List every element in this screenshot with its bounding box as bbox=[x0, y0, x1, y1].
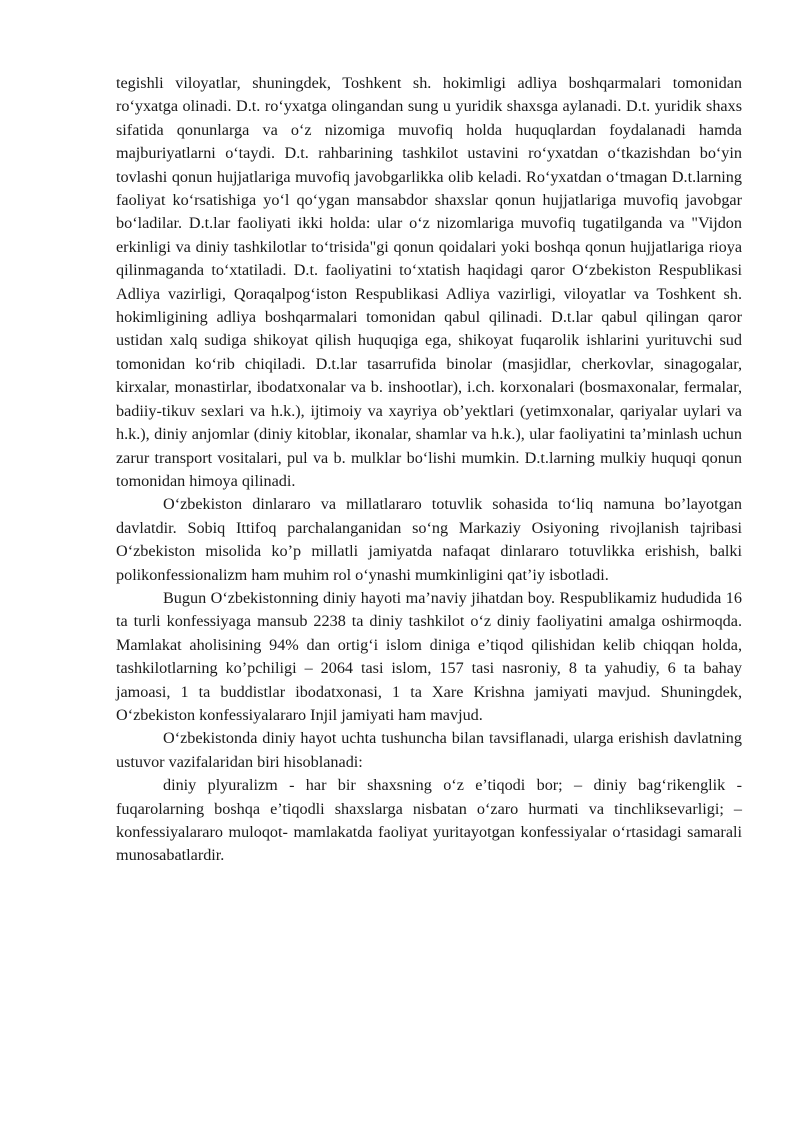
paragraph-interfaith-harmony: O‘zbekiston dinlararo va millatlararo totuvlik sohasida to‘liq namuna bo’layotgan davlatdir. Sobiq Ittifoq parchalanganidan so‘ng Markaziy Osiyoning rivojlanish tajribasi O‘zbekiston misolida ko’p millatli jamiyatda nafaqat dinlararo totuvlikka erishish, balki polikonfessionalizm ham muhim rol o‘ynashi mumkinligini qat’iy isbotladi. bbox=[116, 495, 742, 584]
paragraph-religious-life: Bugun O‘zbekistonning diniy hayoti ma’naviy jihatdan boy. Respublikamiz hududida 16 ta turli konfessiyaga mansub 2238 ta diniy tashkilot o‘z diniy faoliyatini amalga oshirmoqda. Mamlakat aholisining 94% dan ortig‘i islom diniga e’tiqod qilishidan kelib chiqqan holda, tashkilotlarning ko’pchiligi – 2064 tasi islom, 157 tasi nasroniy, 8 ta yahudiy, 6 ta bahay jamoasi, 1 ta buddistlar ibodatxonasi, 1 ta Xare Krishna jamiyati mavjud. Shuningdek, O‘zbekiston konfessiyalararo Injil jamiyati ham mavjud. bbox=[116, 588, 742, 724]
paragraph-definitions: diniy plyuralizm - har bir shaxsning o‘z e’tiqodi bor; – diniy bag‘rikenglik - fuqarolarning boshqa e’tiqodli shaxslarga nisbatan o‘zaro hurmati va tinchliksevarligi; – konfessiyalararo muloqot- mamlakatda faoliyat yuritayotgan konfessiyalar o‘rtasidagi samarali munosabatlardir. bbox=[116, 776, 742, 865]
paragraph-three-concepts: O‘zbekistonda diniy hayot uchta tushuncha bilan tavsiflanadi, ularga erishish davlatning ustuvor vazifalaridan biri hisoblanadi: bbox=[116, 729, 742, 771]
paragraph-registration: tegishli viloyatlar, shuningdek, Toshkent sh. hokimligi adliya boshqarmalari tomonidan ro‘yxatga olinadi. D.t. ro‘yxatga olingandan sung u yuridik shaxsga aylanadi. D.t. yuridik shaxs sifatida qonunlarga va o‘z nizomiga muvofiq holda huquqlardan foydalanadi hamda majburiyatlarni o‘taydi. D.t. rahbarining tashkilot ustavini ro‘yxatdan o‘tkazishdan bo‘yin tovlashi qonun hujjatlariga muvofiq javobgarlikka olib keladi. Ro‘yxatdan o‘tmagan D.t.larning faoliyat ko‘rsatishiga yo‘l qo‘ygan mansabdor shaxslar qonun hujjatlariga muvofiq javobgar bo‘ladilar. D.t.lar faoliyati ikki holda: ular o‘z nizomlariga muvofiq tugatilganda va "Vijdon erkinligi va diniy tashkilotlar to‘trisida"gi qonun qoidalari yoki boshqa qonun hujjatlariga rioya qilinmaganda to‘xtatiladi. D.t. faoliyatini to‘xtatish haqidagi qaror O‘zbekiston Respublikasi Adliya vazirligi, Qoraqalpog‘iston Respublikasi Adliya vazirligi, viloyatlar va Toshkent sh. hokimligining adliya boshqarmalari tomonidan qabul qilinadi. D.t.lar qabul qilingan qaror ustidan xalq sudiga shikoyat qilish huquqiga ega, shikoyat fuqarolik ishlarini yurituvchi sud tomonidan ko‘rib chiqiladi. D.t.lar tasarrufida binolar (masjidlar, cherkovlar, sinagogalar, kirxalar, monastirlar, ibodatxonalar va b. inshootlar), i.ch. korxonalari (bosmaxonalar, fermalar, badiiy-tikuv sexlari va h.k.), ijtimoiy va xayriya ob’yektlari (yetimxonalar, qariyalar uylari va h.k.), diniy anjomlar (diniy kitoblar, ikonalar, shamlar va h.k.), ular faoliyatini ta’minlash uchun zarur transport vositalari, pul va b. mulklar bo‘lishi mumkin. D.t.larning mulkiy huquqi qonun tomonidan himoya qilinadi. bbox=[116, 74, 742, 490]
document-page bbox=[116, 72, 742, 868]
